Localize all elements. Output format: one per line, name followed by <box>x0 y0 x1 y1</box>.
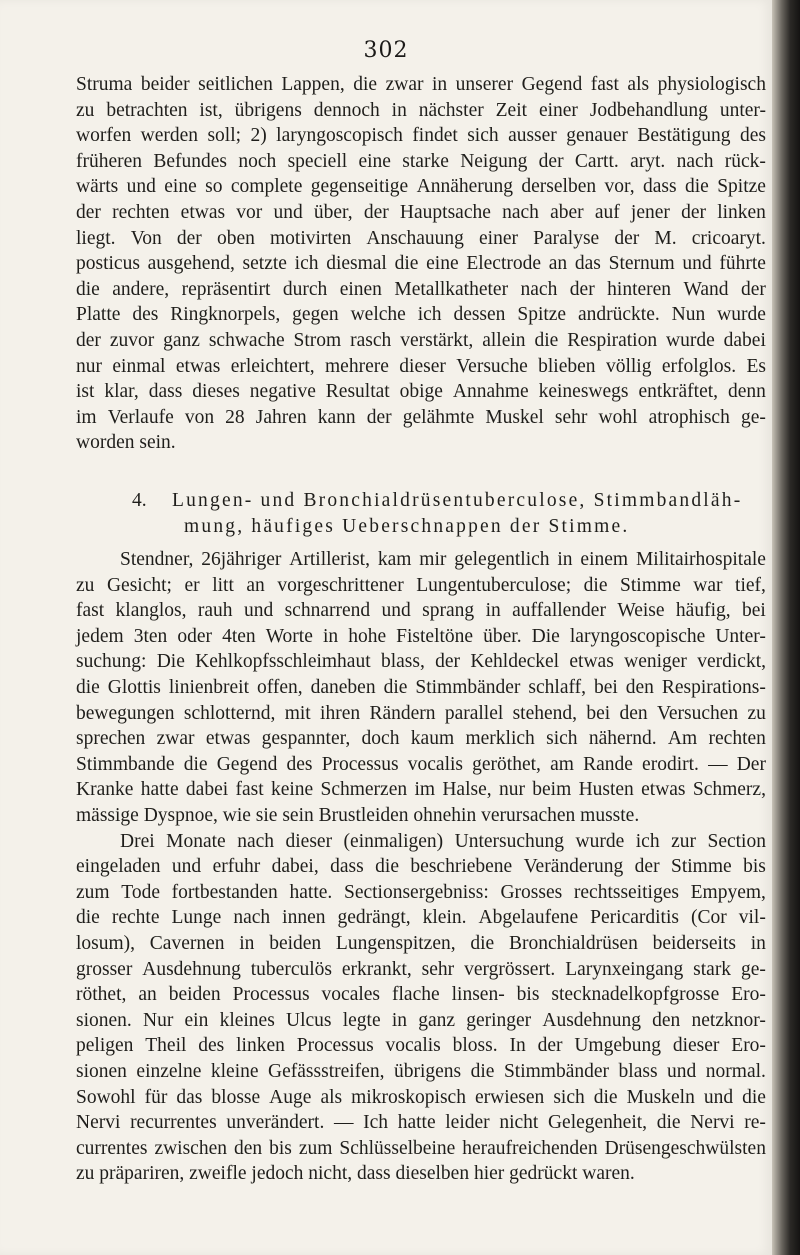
text-line: nur einmal etwas erleichtert, mehrere dieser Versuche blieben völlig erfolglos. Es <box>76 355 766 377</box>
text-line: posticus ausgehend, setzte ich diesmal die eine Electrode an das Sternum und führte <box>76 253 766 275</box>
text-line: zum Tode fortbestanden hatte. Sectionsergebniss: Grosses rechtsseitiges Empyem, <box>76 881 766 903</box>
text-line: fast klanglos, rauh und schnarrend und sprang in auffallender Weise häufig, bei <box>76 600 766 622</box>
text-line: worfen werden soll; 2) laryngoscopisch findet sich ausser genauer Bestätigung des <box>76 125 766 147</box>
text-line: zu Gesicht; er litt an vorgeschrittener Lungentuberculose; die Stimme war tief, <box>76 574 766 596</box>
text-line: losum), Cavernen in beiden Lungenspitzen, die Bronchialdrüsen beiderseits in <box>76 933 766 954</box>
text-line: eingeladen und erfuhr dabei, dass die beschriebene Veränderung der Stimme bis <box>76 856 766 878</box>
section-heading-line-2 <box>76 514 766 540</box>
text-line: currentes zwischen den bis zum Schlüsselbeine heraufreichenden Drüsengeschwülsten <box>76 1137 766 1159</box>
paragraph-case-description <box>76 547 766 829</box>
text-line: die andere, repräsentirt durch einen Metallkatheter nach der hinteren Wand der <box>76 278 766 300</box>
text-line: früheren Befundes noch speciell eine starke Neigung der Cartt. aryt. nach rück- <box>76 150 766 172</box>
text-line: grosser Ausdehnung tuberculös erkrankt, sehr vergrössert. Larynxeingang stark ge- <box>76 958 766 980</box>
text-line: mässige Dyspnoe, wie sie sein Brustleiden ohnehin verursachen musste. <box>76 805 640 827</box>
text-line: worden sein. <box>76 432 176 454</box>
text-line: im Verlaufe von 28 Jahren kann der gelähmte Muskel sehr wohl atrophisch ge- <box>76 406 766 428</box>
text-line: peligen Theil des linken Processus vocalis bloss. In der Umgebung dieser Ero- <box>76 1035 766 1057</box>
text-line: der rechten etwas vor und über, der Hauptsache nach aber auf jener der linken <box>76 201 766 223</box>
page-content <box>76 72 766 1187</box>
text-line: Nervi recurrentes unverändert. — Ich hatte leider nicht Gelegenheit, die Nervi re- <box>76 1112 766 1134</box>
text-line: Drei Monate nach dieser (einmaligen) Untersuchung wurde ich zur Section <box>120 830 766 852</box>
text-line: sprechen zwar etwas gespannter, doch kaum merklich sich nähernd. Am rechten <box>76 728 766 750</box>
text-line: sionen einzelne kleine Gefässstreifen, übrigens die Stimmbänder blass und normal. <box>76 1060 766 1082</box>
text-line: Kranke hatte dabei fast keine Schmerzen im Halse, nur beim Husten etwas Schmerz, <box>76 779 766 801</box>
page-number: 302 <box>363 38 409 63</box>
text-line: wärts und eine so complete gegenseitige Annäherung derselben vor, dass die Spitze <box>76 176 766 198</box>
text-line: die rechte Lunge nach innen gedrängt, klein. Abgelaufene Pericarditis (Cor vil- <box>76 907 766 929</box>
section-heading <box>76 488 766 539</box>
section-title-line-2: mung, häufiges Ueberschnappen der Stimme. <box>184 515 630 537</box>
text-line: jedem 3ten oder 4ten Worte in hohe Fisteltöne über. Die laryngoscopische Unter- <box>76 625 766 647</box>
text-line: bewegungen schlotternd, mit ihren Rändern parallel stehend, bei den Versuchen zu <box>76 702 766 724</box>
text-line: Platte des Ringknorpels, gegen welche ich dessen Spitze andrückte. Nun wurde <box>76 304 766 326</box>
book-gutter-shadow <box>772 0 800 1255</box>
section-title-line-1: Lungen- und Bronchialdrüsentuberculose, Stimmbandläh- <box>172 489 743 511</box>
text-line: röthet, an beiden Processus vocales flache linsen- bis stecknadelkopfgrosse Ero- <box>76 984 766 1006</box>
text-line: Stimmbande die Gegend des Processus vocalis geröthet, am Rande erodirt. — Der <box>76 753 766 775</box>
text-line: suchung: Die Kehlkopfsschleimhaut blass, der Kehldeckel etwas weniger verdickt, <box>76 651 766 673</box>
section-heading-line-1 <box>76 488 766 514</box>
paragraph-section-findings <box>76 829 766 1187</box>
paragraph-continuation <box>76 72 766 456</box>
text-line: Stendner, 26jähriger Artillerist, kam mir gelegentlich in einem Militairhospitale <box>120 549 766 571</box>
section-number: 4. <box>132 489 147 511</box>
text-line: ist klar, dass dieses negative Resultat obige Annahme keineswegs entkräftet, denn <box>76 381 766 403</box>
text-line: Struma beider seitlichen Lappen, die zwar in unserer Gegend fast als physiologisch <box>76 74 766 95</box>
text-line: Sowohl für das blosse Auge als mikroskopisch erwiesen sich die Muskeln und die <box>76 1086 766 1108</box>
text-line: zu präpariren, zweifle jedoch nicht, dass dieselben hier gedrückt waren. <box>76 1163 635 1185</box>
text-line: liegt. Von der oben motivirten Anschauung einer Paralyse der M. cricoaryt. <box>76 227 766 249</box>
text-line: sionen. Nur ein kleines Ulcus legte in ganz geringer Ausdehnung den netzknor- <box>76 1009 766 1031</box>
text-line: die Glottis linienbreit offen, daneben die Stimmbänder schlaff, bei den Respirations- <box>76 677 766 699</box>
text-line: der zuvor ganz schwache Strom rasch verstärkt, allein die Respiration wurde dabei <box>76 329 766 351</box>
text-line: zu betrachten ist, übrigens dennoch in nächster Zeit einer Jodbehandlung unter- <box>76 99 766 121</box>
